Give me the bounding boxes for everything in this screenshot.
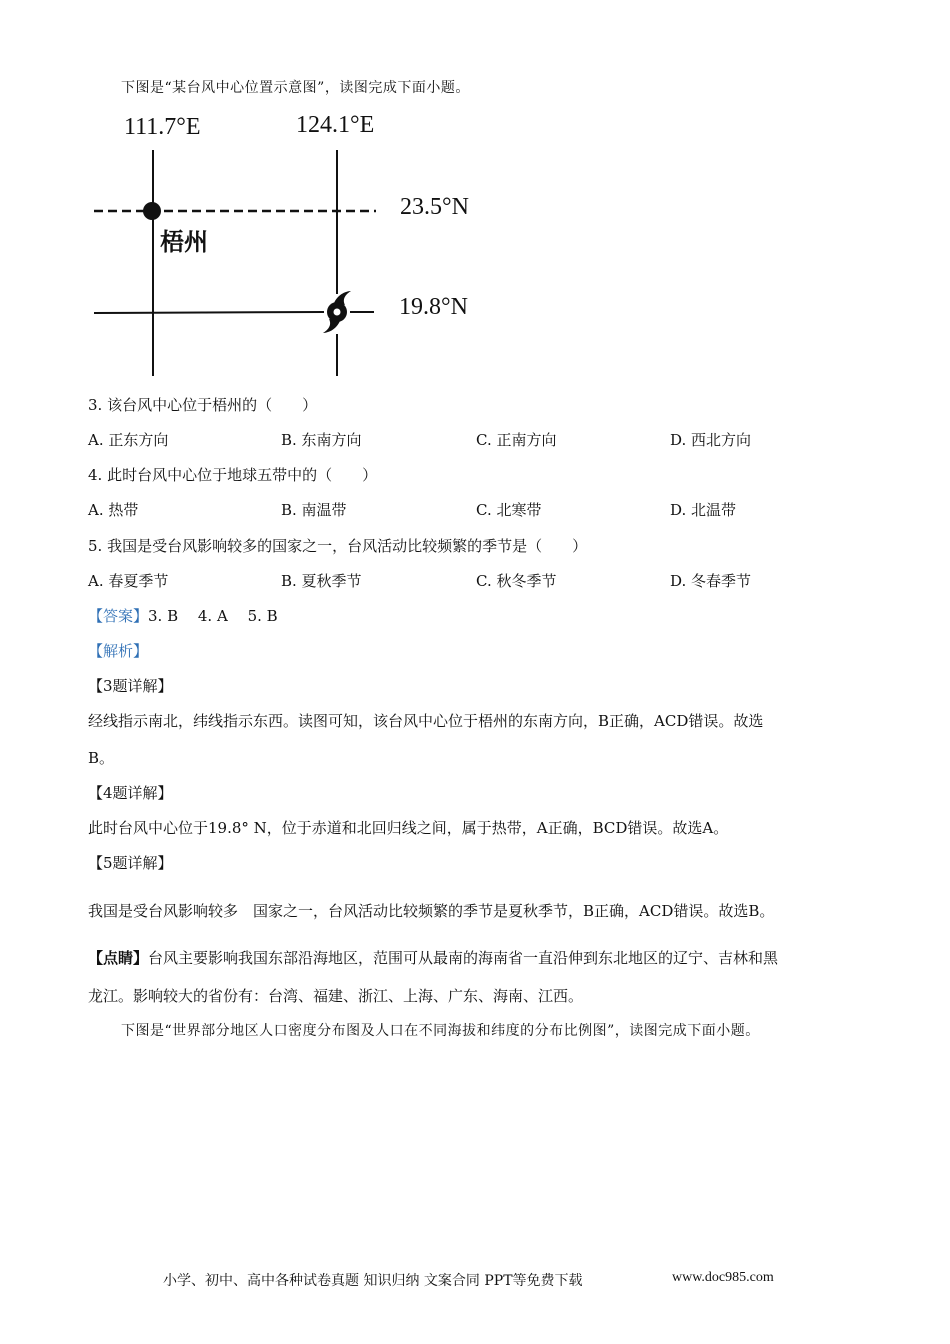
tip-text-1: 台风主要影响我国东部沿海地区，范围可从最南的海南省一直沿伸到东北地区的辽宁、吉林和黑 — [148, 949, 779, 967]
wuzhou-dot-icon — [143, 202, 161, 220]
footer-link[interactable]: www.doc985.com — [672, 1270, 774, 1285]
lat-top-label: 23.5°N — [400, 194, 469, 220]
tip-line-2: 龙江。影响较大的省份有：台湾、福建、浙江、上海、广东、海南、江西。 — [88, 987, 584, 1005]
q5-option-d: D. 冬春季节 — [670, 572, 752, 590]
typhoon-location-map — [88, 106, 488, 381]
analysis-tag: 【解析】 — [88, 642, 149, 660]
q5-option-a: A. 春夏季节 — [88, 572, 169, 590]
typhoon-icon — [323, 291, 351, 333]
lon-right-label: 124.1°E — [296, 112, 375, 138]
detail-3-heading: 【3题详解】 — [88, 677, 173, 695]
intro-text-2: 下图是“世界部分地区人口密度分布图及人口在不同海拔和纬度的分布比例图”，读图完成下面小题。 — [121, 1023, 760, 1039]
q3-option-d: D. 西北方向 — [670, 431, 752, 449]
lon-left-label: 111.7°E — [124, 114, 201, 140]
parallel-lower-left — [94, 312, 324, 313]
question-3-stem: 3. 该台风中心位于梧州的（ ） — [88, 396, 318, 414]
answer-line — [88, 606, 278, 626]
detail-3-line-2: B。 — [88, 749, 115, 767]
footer-text: 小学、初中、高中各种试卷真题 知识归纳 文案合同 PPT等免费下载 — [163, 1273, 583, 1289]
detail-4-heading: 【4题详解】 — [88, 784, 173, 802]
answer-text: 3. B 4. A 5. B — [148, 607, 278, 625]
q4-option-b: B. 南温带 — [281, 501, 347, 519]
q5-option-b: B. 夏秋季节 — [281, 572, 362, 590]
q3-option-b: B. 东南方向 — [281, 431, 362, 449]
intro-text-1: 下图是“某台风中心位置示意图”，读图完成下面小题。 — [121, 80, 470, 96]
tip-tag: 【点睛】 — [88, 949, 149, 967]
lat-bottom-label: 19.8°N — [399, 294, 468, 320]
q4-option-a: A. 热带 — [88, 501, 139, 519]
city-label: 梧州 — [160, 230, 208, 256]
detail-5-heading: 【5题详解】 — [88, 854, 173, 872]
question-5-stem: 5. 我国是受台风影响较多的国家之一，台风活动比较频繁的季节是（ ） — [88, 537, 588, 555]
answer-tag: 【答案】 — [88, 607, 149, 625]
question-4-stem: 4. 此时台风中心位于地球五带中的（ ） — [88, 466, 378, 484]
detail-5-line-1: 我国是受台风影响较多 国家之一，台风活动比较频繁的季节是夏秋季节，B正确，ACD错误。故选B。 — [88, 902, 775, 920]
q4-option-d: D. 北温带 — [670, 501, 737, 519]
detail-3-line-1: 经线指示南北，纬线指示东西。读图可知，该台风中心位于梧州的东南方向，B正确，ACD错误。故选 — [88, 712, 764, 730]
q3-option-c: C. 正南方向 — [476, 431, 557, 449]
q4-option-c: C. 北寒带 — [476, 501, 542, 519]
detail-4-line-1: 此时台风中心位于19.8° N，位于赤道和北回归线之间，属于热带，A正确，BCD错误。故选A。 — [88, 819, 729, 837]
q5-option-c: C. 秋冬季节 — [476, 572, 557, 590]
tip-line-1 — [88, 948, 778, 968]
q3-option-a: A. 正东方向 — [88, 431, 169, 449]
